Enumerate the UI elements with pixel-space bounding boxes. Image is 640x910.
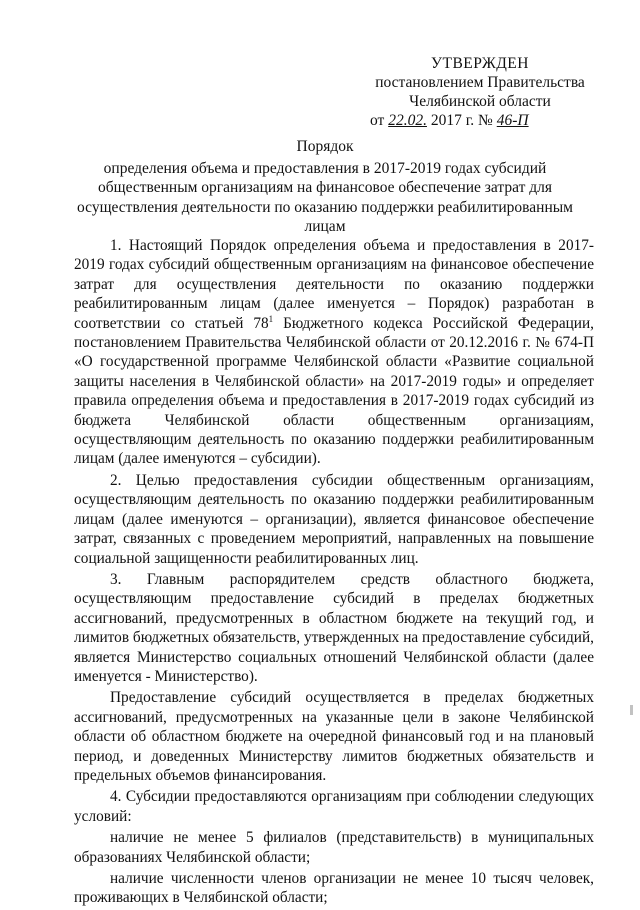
paragraph-3b: Предоставление субсидий осуществляется в пределах бюджетных ассигнований, предусмотренных на указанные цели в законе Челябинской области об областном бюджете на очередной финансовый год и на плановый период, и доведенных Министерству лимитов бюджетных обязательств и предельных объемов финансирования. (74, 689, 594, 784)
document-title-block (70, 137, 580, 237)
paragraph-4b: наличие численности членов организации не менее 10 тысяч человек, проживающих в Челябинской области; (74, 870, 594, 907)
document-body (74, 236, 594, 910)
approval-date-prefix: от (370, 112, 385, 129)
document-title: Порядок (296, 138, 354, 155)
approval-date: 22.02. (388, 112, 427, 129)
approval-year: 2017 г. № (430, 112, 493, 129)
approval-date-number (360, 111, 600, 130)
paragraph-4a: наличие не менее 5 филиалов (представительств) в муниципальных образованиях Челябинской области; (74, 829, 594, 866)
paragraph-1-part-2: Бюджетного кодекса Российской Федерации, постановлением Правительства Челябинской области от 20.12.2016 г. № 674-П «О государственной программе Челябинской области «Развитие социальной защиты населения в Челябинской области» на 2017-2019 годы» и определяет правила определения объема и предоставления в 2017-2019 годах субсидий из бюджета Челябинской области общественным организациям, осуществляющим деятельность по оказанию поддержки реабилитированным лицам (далее именуются – субсидии). (74, 314, 594, 468)
paragraph-2: 2. Целью предоставления субсидии общественным организациям, осуществляющим деятельность по оказанию поддержки реабилитированным лицам (далее именуются – организации), является финансовое обеспечение затрат, связанных с проведением мероприятий, направленных на повышение социальной защищенности реабилитированных лиц. (74, 471, 594, 567)
approval-line-1: постановлением Правительства (375, 74, 585, 91)
paragraph-4: 4. Субсидии предоставляются организациям при соблюдении следующих условий: (74, 788, 594, 825)
paragraph-3: 3. Главным распорядителем средств областного бюджета, осуществляющим предоставление субсидий в пределах бюджетных ассигнований, предусмотренных в областном бюджете на текущий год, и лимитов бюджетных обязательств, утвержденных на предоставление субсидий, является Министерство социальных отношений Челябинской области (далее именуется - Министерство). (74, 570, 594, 685)
approval-stamp (360, 54, 600, 130)
approval-line-2: Челябинской области (409, 93, 551, 110)
approval-number: 46-П (496, 112, 529, 129)
article-superscript: 1 (268, 313, 274, 324)
document-subtitle: определения объема и предоставления в 2017-2019 годах субсидий общественным организациям на финансовое обеспечение затрат для осуществления деятельности по оказанию поддержки реабилитированным лицам (77, 159, 573, 235)
scan-artifact (630, 705, 633, 715)
paragraph-1 (74, 236, 594, 469)
approval-heading: УТВЕРЖДЕН (431, 55, 529, 72)
paragraph-1-part-1: 1. Настоящий Порядок определения объема и предоставления в 2017-2019 годах субсидий общественным организациям на финансовое обеспечение затрат для осуществления деятельности по оказанию поддержки реабилитированным лицам (далее именуется – Порядок) разработан в соответствии со статьей 78 (74, 237, 594, 332)
